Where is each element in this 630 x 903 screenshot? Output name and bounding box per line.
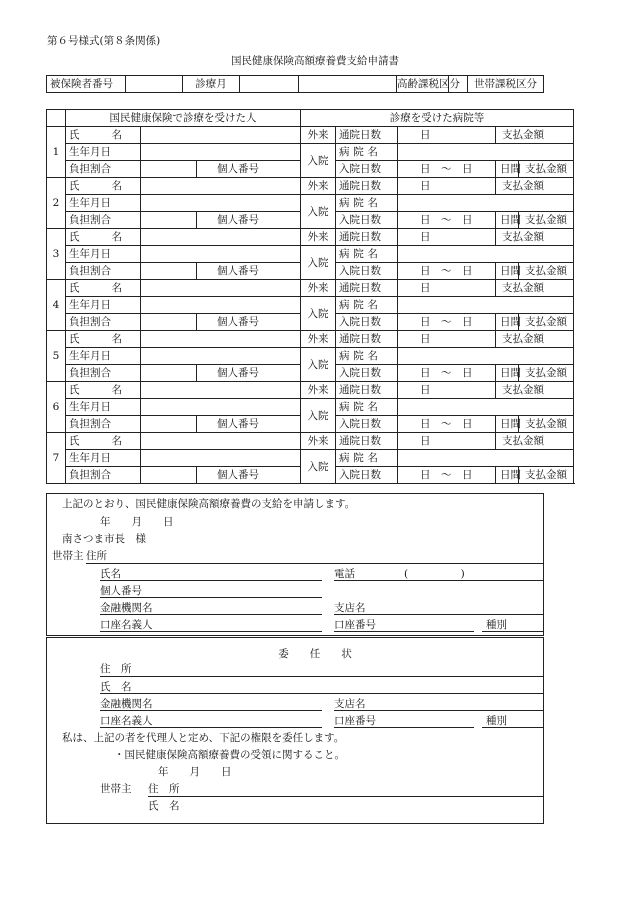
hospital-name-field[interactable] (398, 348, 574, 365)
application-statement: 上記のとおり、国民健康保険高額療養費の支給を申請します。 (62, 498, 356, 510)
hospital-name-field[interactable] (398, 246, 574, 263)
inpatient-days-unit: 日間 (496, 161, 519, 178)
payment-label: 支払金額 (519, 212, 574, 229)
burden-ratio-field[interactable] (141, 365, 197, 382)
patient-row (47, 195, 574, 212)
patient-row-number: 1 (47, 127, 66, 178)
proxy-householder-address-line[interactable] (148, 796, 544, 797)
elderly-tax-label: 高齢課税区分 (397, 76, 449, 93)
outpatient-days-label: 通院日数 (336, 280, 398, 297)
burden-ratio-field[interactable] (141, 212, 197, 229)
hospital-name-label: 病院名 (336, 144, 398, 161)
applicant-address-line[interactable] (86, 563, 544, 564)
account-no-line[interactable] (334, 631, 474, 632)
proxy-name-label: 氏 名 (100, 681, 132, 693)
patient-name-label: 氏 名 (66, 127, 141, 144)
delegation-item: ・国民健康保険高額療養費の受領に関すること。 (114, 749, 345, 761)
patient-row-number: 6 (47, 382, 66, 433)
hospital-name-label: 病院名 (336, 195, 398, 212)
hospital-name-label: 病院名 (336, 246, 398, 263)
header-blank (47, 110, 66, 127)
hospital-name-field[interactable] (398, 297, 574, 314)
application-date[interactable]: 年 月 日 (100, 516, 174, 528)
inpatient-label: 入院 (301, 348, 336, 382)
patient-row-number: 5 (47, 331, 66, 382)
burden-ratio-label: 負担割合 (66, 212, 141, 229)
outpatient-label: 外来 (301, 331, 336, 348)
payment-label: 支払金額 (519, 263, 574, 280)
patient-row (47, 331, 574, 348)
outpatient-days-label: 通院日数 (336, 178, 398, 195)
payment-label: 支払金額 (519, 416, 574, 433)
payment-label: 支払金額 (519, 365, 574, 382)
patient-dob-field[interactable] (141, 246, 301, 263)
inpatient-days-label: 入院日数 (336, 365, 398, 382)
holder-label: 口座名義人 (100, 619, 153, 631)
burden-ratio-label: 負担割合 (66, 416, 141, 433)
outpatient-days-label: 通院日数 (336, 229, 398, 246)
patient-dob-field[interactable] (141, 348, 301, 365)
burden-ratio-label: 負担割合 (66, 314, 141, 331)
householder-label: 世帯主 (52, 550, 84, 562)
proxy-name-line[interactable] (100, 693, 544, 694)
personal-no-label: 個人番号 (197, 212, 301, 229)
outpatient-days-field[interactable]: 日 (398, 178, 496, 195)
patient-name-field[interactable] (141, 433, 301, 450)
patient-dob-label: 生年月日 (66, 297, 141, 314)
form-title: 国民健康保険高額療養費支給申請書 (231, 55, 399, 67)
outpatient-days-label: 通院日数 (336, 331, 398, 348)
applicant-name-label: 氏名 (100, 568, 121, 580)
personal-no-label: 個人番号 (197, 161, 301, 178)
inpatient-days-unit: 日間 (496, 467, 519, 484)
payment-label: 支払金額 (496, 331, 574, 348)
inpatient-days-label: 入院日数 (336, 467, 398, 484)
outpatient-days-field[interactable]: 日 (398, 331, 496, 348)
patient-name-field[interactable] (141, 382, 301, 399)
patient-dob-field[interactable] (141, 195, 301, 212)
patient-row (47, 399, 574, 416)
inpatient-days-label: 入院日数 (336, 314, 398, 331)
patient-row (47, 348, 574, 365)
form-number: 第６号様式(第８条関係) (47, 35, 161, 47)
patient-row (47, 246, 574, 263)
outpatient-days-field[interactable]: 日 (398, 127, 496, 144)
patient-dob-label: 生年月日 (66, 450, 141, 467)
inpatient-label: 入院 (301, 297, 336, 331)
applicant-personal-no-label: 個人番号 (100, 585, 142, 597)
inpatient-range-field[interactable]: 日 ～ 日 (398, 212, 496, 229)
inpatient-days-unit: 日間 (496, 263, 519, 280)
medical-month-field[interactable] (240, 76, 299, 93)
phone-parens: ( ) (404, 568, 465, 580)
payment-label: 支払金額 (496, 229, 574, 246)
outpatient-days-field[interactable]: 日 (398, 433, 496, 450)
patient-name-field[interactable] (141, 127, 301, 144)
burden-ratio-field[interactable] (141, 263, 197, 280)
proxy-date[interactable]: 年 月 日 (158, 766, 232, 778)
patient-name-label: 氏 名 (66, 433, 141, 450)
patient-dob-label: 生年月日 (66, 144, 141, 161)
patient-row-number: 3 (47, 229, 66, 280)
patient-name-label: 氏 名 (66, 229, 141, 246)
hospital-name-field[interactable] (398, 399, 574, 416)
hospital-name-label: 病院名 (336, 348, 398, 365)
proxy-address-line[interactable] (100, 676, 544, 677)
patient-name-field[interactable] (141, 331, 301, 348)
burden-ratio-label: 負担割合 (66, 467, 141, 484)
personal-no-label: 個人番号 (197, 467, 301, 484)
inpatient-days-label: 入院日数 (336, 416, 398, 433)
inpatient-label: 入院 (301, 450, 336, 484)
patient-name-field[interactable] (141, 280, 301, 297)
outpatient-days-label: 通院日数 (336, 382, 398, 399)
top-row-right-edge (543, 75, 544, 92)
payment-label: 支払金額 (496, 382, 574, 399)
patient-row (47, 280, 574, 297)
patient-row-number: 4 (47, 280, 66, 331)
personal-no-label: 個人番号 (197, 365, 301, 382)
patient-row-number: 7 (47, 433, 66, 484)
patient-name-field[interactable] (141, 178, 301, 195)
personal-no-label: 個人番号 (197, 263, 301, 280)
outpatient-label: 外来 (301, 433, 336, 450)
patient-dob-field[interactable] (141, 144, 301, 161)
patient-row (47, 433, 574, 450)
inpatient-days-unit: 日間 (496, 212, 519, 229)
burden-ratio-field[interactable] (141, 467, 197, 484)
proxy-account-type-line[interactable] (482, 727, 544, 728)
proxy-branch-label: 支店名 (334, 698, 366, 710)
insured-no-field[interactable] (126, 76, 183, 93)
proxy-account-type-label: 種別 (486, 715, 507, 727)
inpatient-days-unit: 日間 (496, 314, 519, 331)
burden-ratio-label: 負担割合 (66, 365, 141, 382)
burden-ratio-field[interactable] (141, 314, 197, 331)
patient-name-label: 氏 名 (66, 382, 141, 399)
payment-label: 支払金額 (496, 178, 574, 195)
patient-dob-label: 生年月日 (66, 348, 141, 365)
hospital-name-label: 病院名 (336, 297, 398, 314)
patient-dob-label: 生年月日 (66, 195, 141, 212)
proxy-branch-line[interactable] (334, 710, 544, 711)
outpatient-days-field[interactable]: 日 (398, 382, 496, 399)
phone-label: 電話 (334, 568, 355, 580)
branch-line[interactable] (334, 614, 544, 615)
patient-name-field[interactable] (141, 229, 301, 246)
proxy-title: 委 任 状 (278, 648, 352, 660)
outpatient-label: 外来 (301, 178, 336, 195)
hospital-name-field[interactable] (398, 195, 574, 212)
proxy-holder-label: 口座名義人 (100, 715, 153, 727)
patient-row (47, 297, 574, 314)
patient-name-label: 氏 名 (66, 280, 141, 297)
personal-no-label: 個人番号 (197, 416, 301, 433)
inpatient-days-label: 入院日数 (336, 263, 398, 280)
account-type-line[interactable] (482, 631, 544, 632)
hospital-name-field[interactable] (398, 450, 574, 467)
payment-label: 支払金額 (519, 161, 574, 178)
patient-dob-label: 生年月日 (66, 399, 141, 416)
patients-table (46, 109, 574, 484)
household-tax-label: 世帯課税区分 (468, 76, 544, 93)
burden-ratio-label: 負担割合 (66, 161, 141, 178)
patient-dob-label: 生年月日 (66, 246, 141, 263)
proxy-householder-name-label: 氏 名 (148, 800, 180, 812)
addressee: 南さつま市長 様 (62, 533, 146, 545)
outpatient-label: 外来 (301, 127, 336, 144)
account-type-label: 種別 (486, 619, 507, 631)
inpatient-range-field[interactable]: 日 ～ 日 (398, 263, 496, 280)
patient-row (47, 382, 574, 399)
inpatient-range-field[interactable]: 日 ～ 日 (398, 416, 496, 433)
inpatient-days-label: 入院日数 (336, 212, 398, 229)
patient-dob-field[interactable] (141, 399, 301, 416)
proxy-holder-line[interactable] (100, 727, 322, 728)
patient-row (47, 450, 574, 467)
inpatient-label: 入院 (301, 195, 336, 229)
applicant-address-label: 住所 (86, 550, 107, 562)
payment-label: 支払金額 (496, 433, 574, 450)
inpatient-days-label: 入院日数 (336, 161, 398, 178)
payment-label: 支払金額 (519, 314, 574, 331)
hospital-name-label: 病院名 (336, 399, 398, 416)
burden-ratio-field[interactable] (141, 161, 197, 178)
patient-row (47, 178, 574, 195)
proxy-bank-label: 金融機関名 (100, 698, 153, 710)
applicant-name-line[interactable] (100, 580, 322, 581)
insured-info-table (46, 75, 544, 93)
patient-dob-field[interactable] (141, 450, 301, 467)
burden-ratio-field[interactable] (141, 416, 197, 433)
patient-name-label: 氏 名 (66, 178, 141, 195)
payment-label: 支払金額 (496, 127, 574, 144)
proxy-account-no-line[interactable] (334, 727, 474, 728)
burden-ratio-label: 負担割合 (66, 263, 141, 280)
bank-label: 金融機関名 (100, 602, 153, 614)
proxy-bank-line[interactable] (100, 710, 322, 711)
proxy-householder-address-label: 住 所 (148, 783, 180, 795)
phone-line[interactable] (334, 580, 544, 581)
patient-row-number: 2 (47, 178, 66, 229)
payment-label: 支払金額 (519, 467, 574, 484)
holder-line[interactable] (100, 631, 322, 632)
inpatient-range-field[interactable]: 日 ～ 日 (398, 467, 496, 484)
outpatient-days-label: 通院日数 (336, 433, 398, 450)
patient-dob-field[interactable] (141, 297, 301, 314)
outpatient-label: 外来 (301, 280, 336, 297)
outpatient-days-field[interactable]: 日 (398, 229, 496, 246)
inpatient-range-field[interactable]: 日 ～ 日 (398, 365, 496, 382)
payment-label: 支払金額 (496, 280, 574, 297)
elderly-gap (299, 76, 397, 93)
medical-month-label: 診療月 (183, 76, 240, 93)
inpatient-label: 入院 (301, 246, 336, 280)
inpatient-days-unit: 日間 (496, 365, 519, 382)
hospital-name-label: 病院名 (336, 450, 398, 467)
bank-line[interactable] (100, 614, 322, 615)
hospital-name-field[interactable] (398, 144, 574, 161)
branch-label: 支店名 (334, 602, 366, 614)
proxy-address-label: 住 所 (100, 663, 132, 675)
outpatient-days-field[interactable]: 日 (398, 280, 496, 297)
applicant-personal-no-line[interactable] (100, 597, 322, 598)
patient-name-label: 氏 名 (66, 331, 141, 348)
account-no-label: 口座番号 (334, 619, 376, 631)
inpatient-range-field[interactable]: 日 ～ 日 (398, 314, 496, 331)
delegation-text: 私は、上記の者を代理人と定め、下記の権限を委任します。 (62, 732, 345, 744)
patient-row (47, 127, 574, 144)
inpatient-range-field[interactable]: 日 ～ 日 (398, 161, 496, 178)
inpatient-label: 入院 (301, 399, 336, 433)
inpatient-label: 入院 (301, 144, 336, 178)
outpatient-days-label: 通院日数 (336, 127, 398, 144)
proxy-account-no-label: 口座番号 (334, 715, 376, 727)
patients-left-header: 国民健康保険で診療を受けた人 (66, 110, 301, 127)
patient-row (47, 229, 574, 246)
inpatient-days-unit: 日間 (496, 416, 519, 433)
patient-row (47, 144, 574, 161)
outpatient-label: 外来 (301, 382, 336, 399)
personal-no-label: 個人番号 (197, 314, 301, 331)
proxy-householder-label: 世帯主 (100, 783, 132, 795)
outpatient-label: 外来 (301, 229, 336, 246)
patients-right-header: 診療を受けた病院等 (301, 110, 574, 127)
insured-no-label: 被保険者番号 (47, 76, 126, 93)
